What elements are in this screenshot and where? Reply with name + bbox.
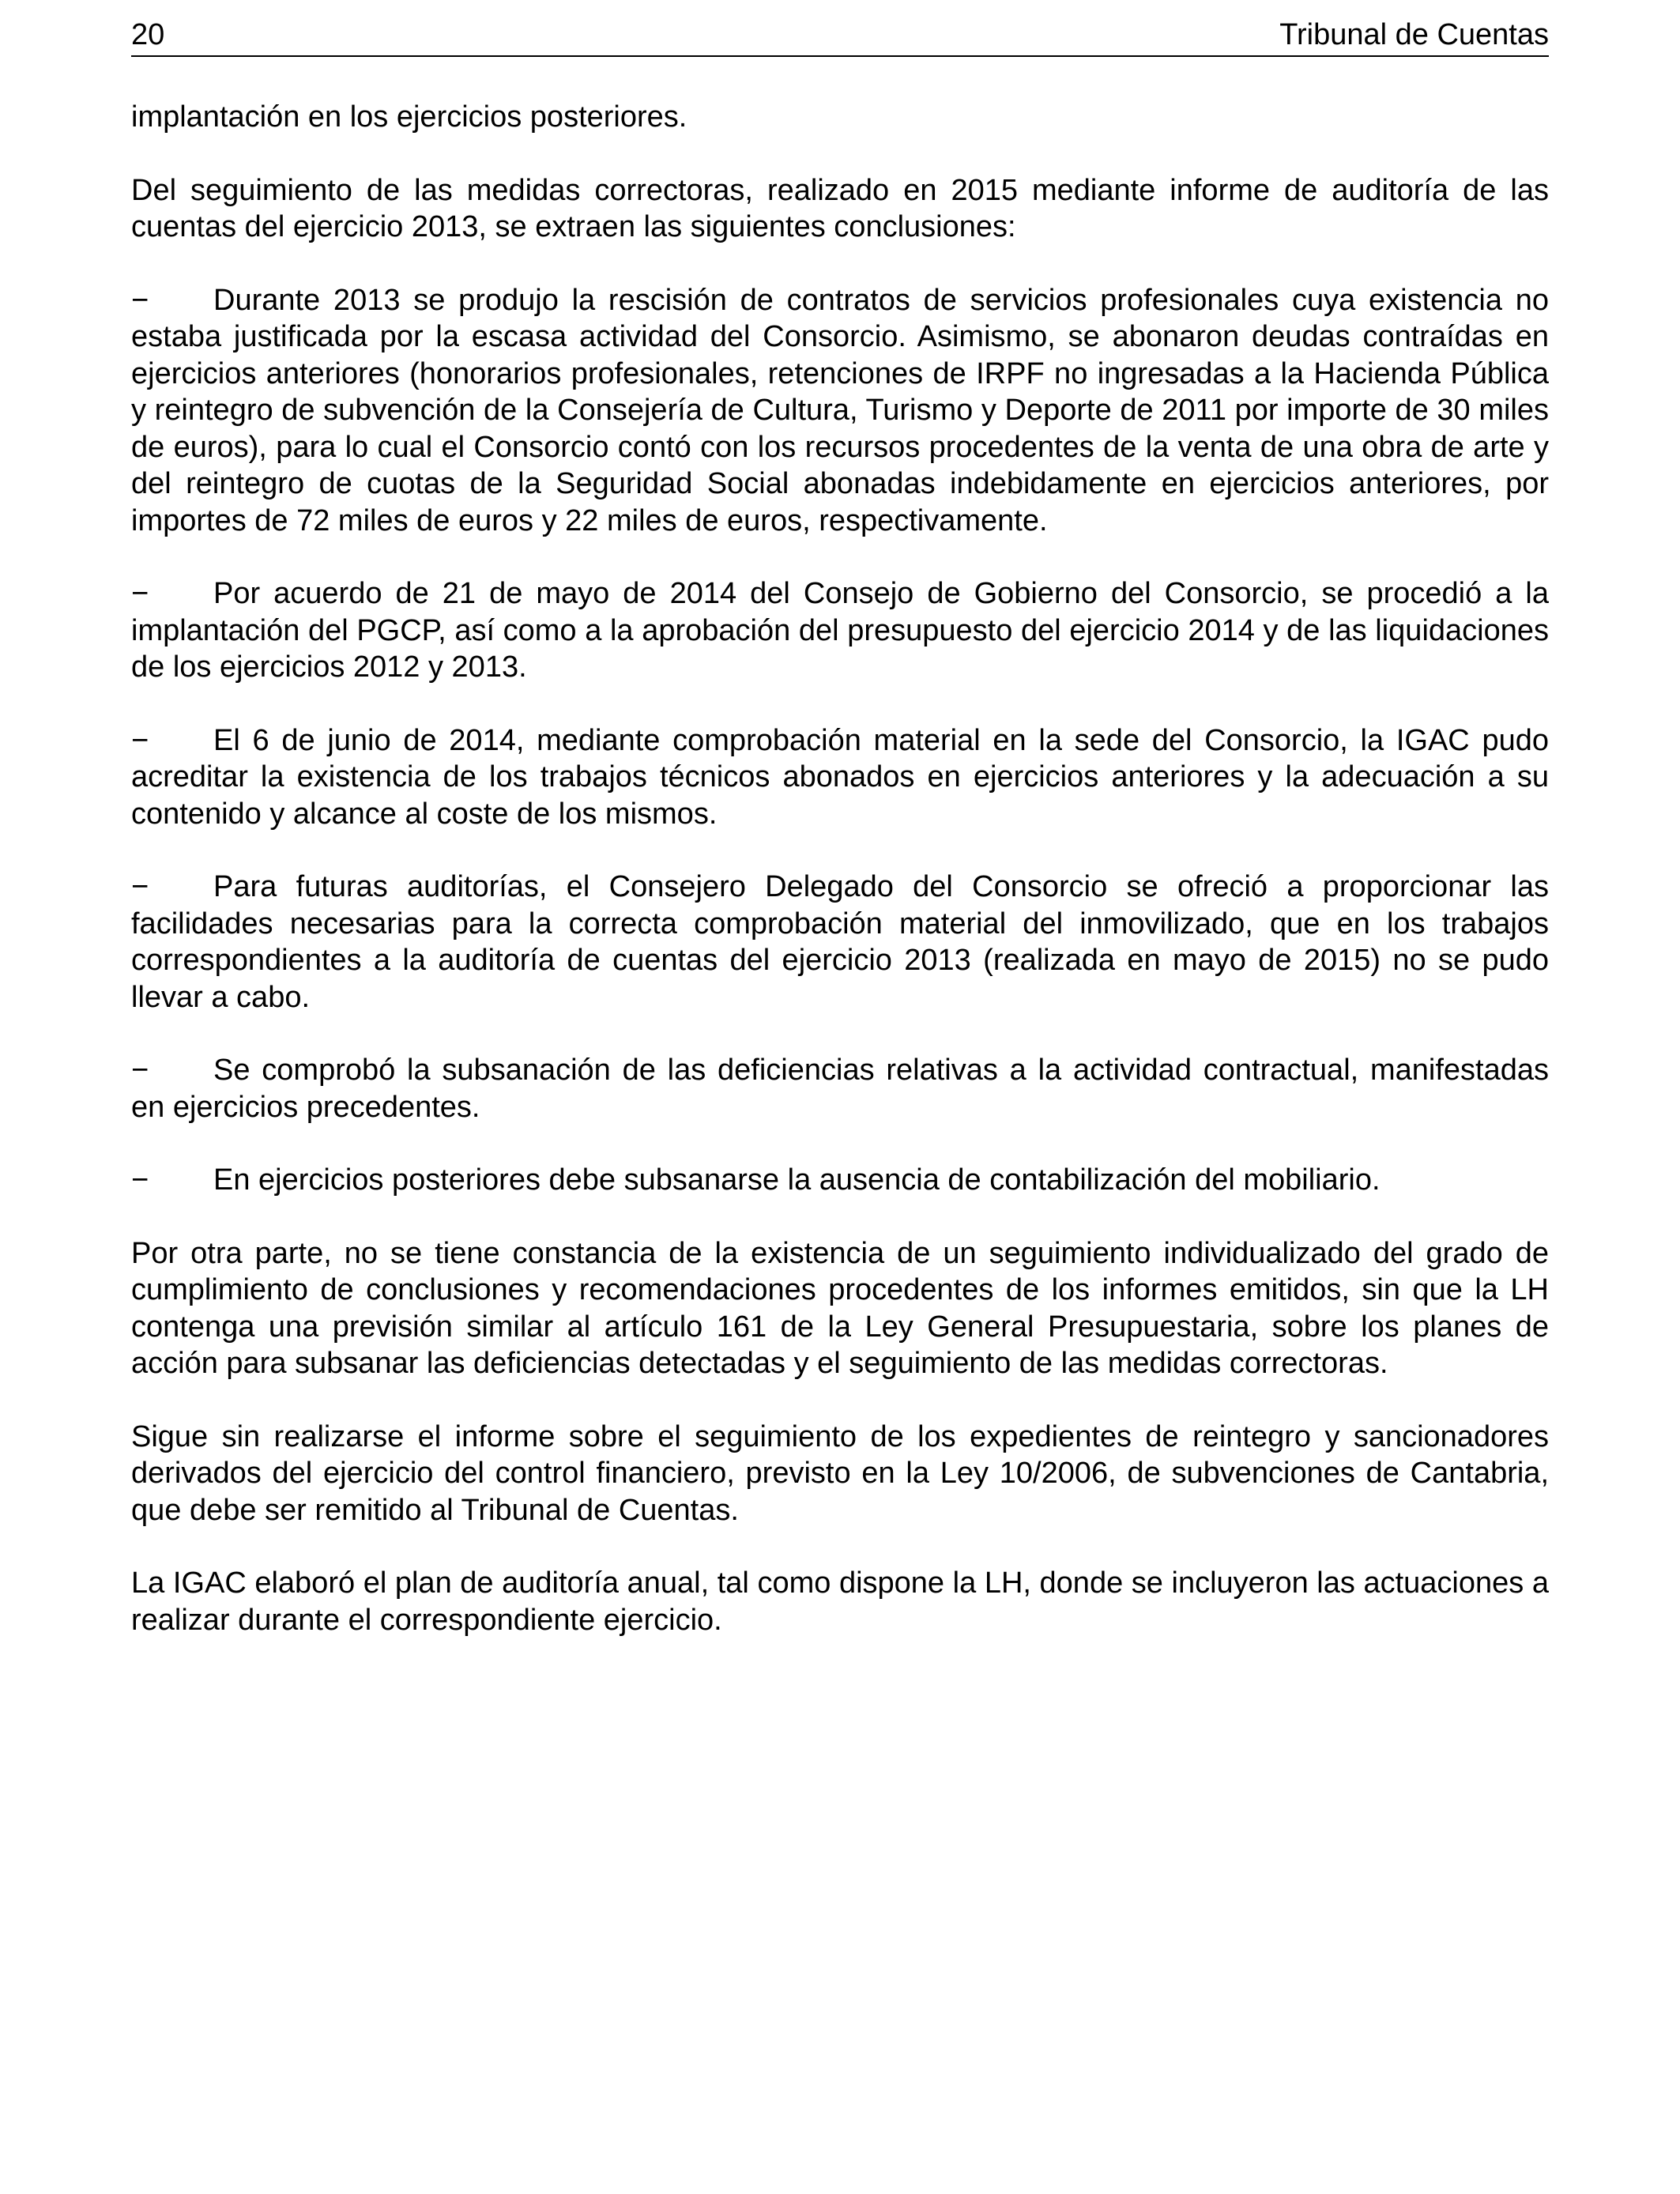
paragraph: Sigue sin realizarse el informe sobre el seguimiento de los expedientes de reintegro y sancionadores derivados del ejercicio del control financiero, previsto en la Ley 10/2006, de subvenciones de Cantabria, que debe ser remitido al Tribunal de Cuentas. bbox=[131, 1419, 1549, 1527]
bullet-text: El 6 de junio de 2014, mediante comprobación material en la sede del Consorcio, la IGAC pudo acreditar la existencia de los trabajos técnicos abonados en ejercicios anteriores y la adecuación a su contenido y alcance al coste de los mismos. bbox=[131, 723, 1549, 831]
page-header bbox=[131, 14, 1549, 57]
paragraph: implantación en los ejercicios posteriores. bbox=[131, 100, 687, 134]
bullet-text: Para futuras auditorías, el Consejero Delegado del Consorcio se ofreció a proporcionar las facilidades necesarias para la correcta comprobación material del inmovilizado, que en los trabajos correspondientes a la auditoría de cuentas del ejercicio 2013 (realizada en mayo de 2015) no se pudo llevar a cabo. bbox=[131, 870, 1549, 1014]
dash-bullet-icon: − bbox=[131, 577, 149, 610]
bullet-item bbox=[131, 575, 1549, 686]
bullet-text: Se comprobó la subsanación de las deficiencias relativas a la actividad contractual, manifestadas en ejercicios precedentes. bbox=[131, 1054, 1549, 1124]
paragraph: Por otra parte, no se tiene constancia de la existencia de un seguimiento individualizado del grado de cumplimiento de conclusiones y recomendaciones procedentes de los informes emitidos, sin que la LH contenga una previsión similar al artículo 161 de la Ley General Presupuestaria, sobre los planes de acción para subsanar las deficiencias detectadas y el seguimiento de las medidas correctoras. bbox=[131, 1236, 1549, 1380]
dash-bullet-icon: − bbox=[131, 283, 149, 317]
dash-bullet-icon: − bbox=[131, 1163, 149, 1197]
dash-bullet-icon: − bbox=[131, 870, 149, 903]
bullet-item bbox=[131, 722, 1549, 833]
bullet-item bbox=[131, 1162, 1549, 1199]
running-title: Tribunal de Cuentas bbox=[1279, 18, 1549, 51]
dash-bullet-icon: − bbox=[131, 723, 149, 757]
dash-bullet-icon: − bbox=[131, 1054, 149, 1087]
bullet-text: Durante 2013 se produjo la rescisión de contratos de servicios profesionales cuya existencia no estaba justificada por la escasa actividad del Consorcio. Asimismo, se abonaron deudas contraídas en ejercicios anteriores (honorarios profesionales, retenciones de IRPF no ingresadas a la Hacienda Pública y reintegro de subvención de la Consejería de Cultura, Turismo y Deporte de 2011 por importe de 30 miles de euros), para lo cual el Consorcio contó con los recursos procedentes de la venta de una obra de arte y del reintegro de cuotas de la Seguridad Social abonadas indebidamente en ejercicios anteriores, por importes de 72 miles de euros y 22 miles de euros, respectivamente. bbox=[131, 283, 1549, 537]
paragraph: Del seguimiento de las medidas correctoras, realizado en 2015 mediante informe de auditoría de las cuentas del ejercicio 2013, se extraen las siguientes conclusiones: bbox=[131, 173, 1549, 243]
bullet-item bbox=[131, 869, 1549, 1016]
page-number: 20 bbox=[131, 18, 165, 51]
bullet-text: Por acuerdo de 21 de mayo de 2014 del Consejo de Gobierno del Consorcio, se procedió a la implantación del PGCP, así como a la aprobación del presupuesto del ejercicio 2014 y de las liquidaciones de los ejercicios 2012 y 2013. bbox=[131, 577, 1549, 684]
paragraph: La IGAC elaboró el plan de auditoría anual, tal como dispone la LH, donde se incluyeron las actuaciones a realizar durante el correspondiente ejercicio. bbox=[131, 1566, 1549, 1637]
bullet-item bbox=[131, 282, 1549, 540]
bullet-item bbox=[131, 1052, 1549, 1125]
bullet-text: En ejercicios posteriores debe subsanarse la ausencia de contabilización del mobiliario. bbox=[213, 1163, 1381, 1197]
document-body bbox=[131, 99, 1549, 1675]
